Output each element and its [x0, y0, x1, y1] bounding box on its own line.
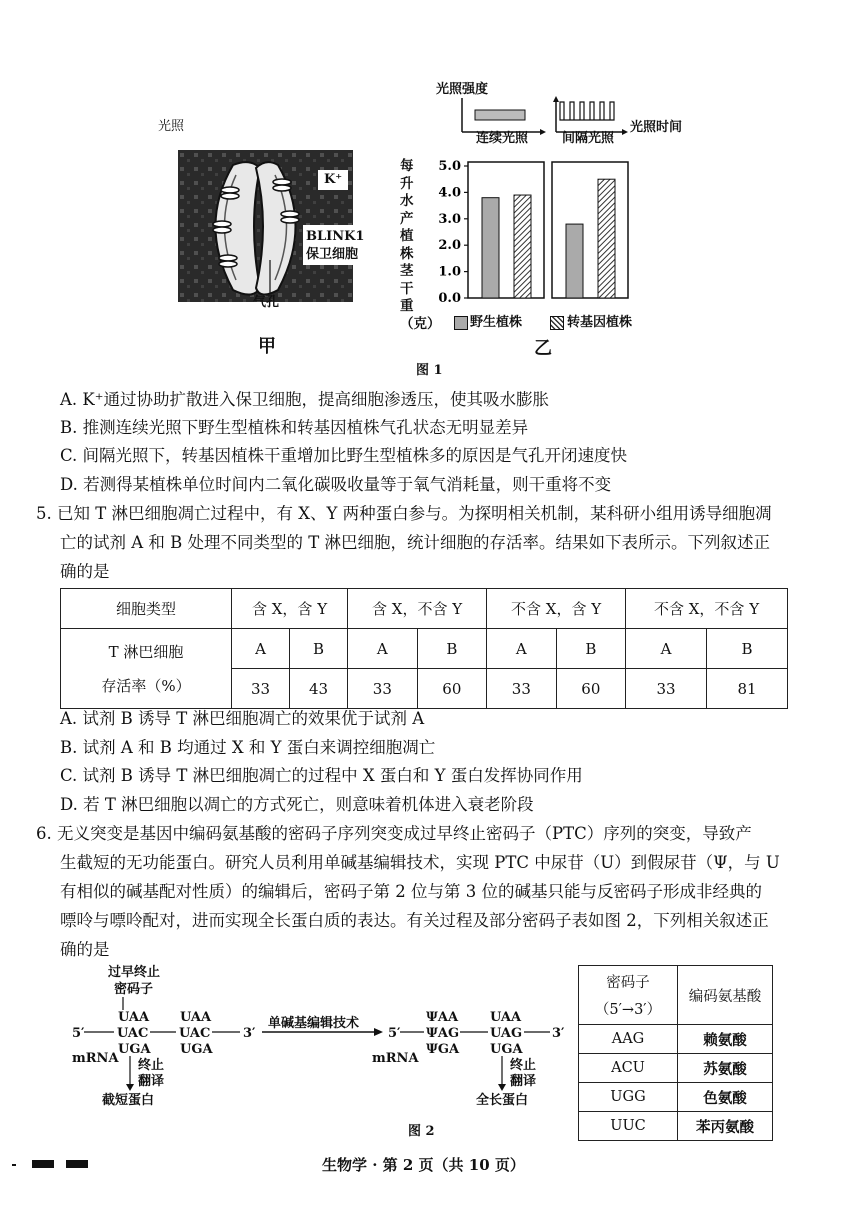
- q6-stem-line1: 6. 无义突变是基因中编码氨基酸的密码子序列突变成过早终止密码子（PTC）序列的突变，导致产: [36, 824, 752, 843]
- codon-header-line1: 密码子: [606, 975, 650, 991]
- codon-right2-top: UAA: [490, 1010, 522, 1025]
- table-row: [579, 1112, 773, 1141]
- q5-reagent: B: [556, 629, 626, 669]
- chart-frame: [552, 162, 628, 298]
- q5-reagent: A: [232, 629, 290, 669]
- chart-y-label: 每升水产植株茎干重（克）: [400, 158, 441, 332]
- ptc-pointer: [118, 997, 128, 1011]
- amino-acid-cell: 赖氨酸: [678, 1025, 773, 1054]
- q5-table-row-label: [61, 629, 232, 709]
- q5-stem-line2: 亡的试剂 A 和 B 处理不同类型的 T 淋巴细胞，统计细胞的存活率。结果如下表所示。下列叙述正: [60, 533, 771, 552]
- light-schedule-inset: [460, 96, 630, 136]
- codon-right2-mid: UAG: [490, 1026, 523, 1041]
- ptc-label-line1: 过早终止: [108, 965, 161, 980]
- y-tick-label: 0.0: [438, 291, 461, 306]
- q5-reagent: A: [487, 629, 557, 669]
- q5-stem-line3: 确的是: [60, 562, 110, 581]
- legend-swatch-transgenic: [550, 316, 564, 330]
- ptc-label-line2: 密码子: [114, 982, 154, 997]
- editing-arrow: [262, 1026, 386, 1038]
- mrna-strand-right: [400, 1025, 560, 1039]
- figure1-caption: 图 1: [416, 363, 443, 378]
- q4-option-b: B. 推测连续光照下野生型植株和转基因植株气孔状态无明显差异: [60, 418, 529, 437]
- q5-stem-line1: 5. 已知 T 淋巴细胞凋亡过程中，有 X、Y 两种蛋白参与。为探明相关机制，某科研小组用诱导细胞凋: [36, 504, 772, 523]
- codon-table-header-aa: 编码氨基酸: [678, 966, 773, 1025]
- q5-reagent: B: [707, 629, 788, 669]
- q5-reagent: A: [626, 629, 707, 669]
- q5-option-d: D. 若 T 淋巴细胞以凋亡的方式死亡，则意味着机体进入衰老阶段: [60, 795, 534, 814]
- footer-mark: [32, 1160, 54, 1168]
- q5-value: 81: [707, 669, 788, 709]
- inset-y-label: 光照强度: [436, 82, 489, 97]
- y-tick-label: 5.0: [438, 159, 461, 174]
- amino-acid-cell: 苯丙氨酸: [678, 1112, 773, 1141]
- five-prime-left: 5′: [72, 1026, 85, 1041]
- translate-arrow-left: [124, 1056, 136, 1092]
- guard-cell-label: 保卫细胞: [306, 247, 359, 262]
- codon-left2-top: UAA: [180, 1010, 212, 1025]
- mrna-label-right: mRNA: [372, 1051, 419, 1066]
- codon-cell: ACU: [579, 1054, 678, 1083]
- q5-value: 33: [487, 669, 557, 709]
- q5-value: 60: [417, 669, 487, 709]
- q5-table-group-1: 含 X，含 Y: [232, 589, 348, 629]
- q5-option-a: A. 试剂 B 诱导 T 淋巴细胞凋亡的效果优于试剂 A: [60, 709, 425, 728]
- codon-table-header-codon: [579, 966, 678, 1025]
- q5-value: 33: [626, 669, 707, 709]
- codon-cell: UUC: [579, 1112, 678, 1141]
- table-row: [579, 1054, 773, 1083]
- legend-swatch-wild: [454, 316, 468, 330]
- codon-cell: UGG: [579, 1083, 678, 1112]
- legend-transgenic-label: 转基因植株: [567, 315, 633, 330]
- translate-arrow-right: [496, 1056, 508, 1092]
- three-prime-right: 3′: [552, 1026, 565, 1041]
- table-row: [579, 1025, 773, 1054]
- full-protein-label: 全长蛋白: [476, 1093, 529, 1108]
- q5-reagent: A: [348, 629, 418, 669]
- amino-acid-cell: 色氨酸: [678, 1083, 773, 1112]
- five-prime-right: 5′: [388, 1026, 401, 1041]
- y-tick-label: 1.0: [438, 264, 461, 280]
- codon-right-top: ΨAA: [426, 1010, 459, 1025]
- q6-stem-line4: 嘌呤与嘌呤配对，进而实现全长蛋白质的表达。有关过程及部分密码子表如图 2，下列相关叙述正: [60, 911, 769, 930]
- three-prime-left: 3′: [243, 1026, 256, 1041]
- inset-continuous-label: 连续光照: [476, 131, 529, 146]
- codon-left-top: UAA: [118, 1010, 150, 1025]
- blink1-label: BLINK1: [306, 229, 365, 244]
- codon-header-line2: （5′→3′）: [594, 1002, 662, 1018]
- q5-option-b: B. 试剂 A 和 B 均通过 X 和 Y 蛋白来调控细胞凋亡: [60, 738, 436, 757]
- truncated-protein-label: 截短蛋白: [102, 1093, 155, 1108]
- stop-label-right: 终止: [510, 1058, 537, 1073]
- legend-wild-label: 野生植株: [470, 315, 523, 330]
- translate-label-right: 翻译: [510, 1074, 537, 1089]
- codon-left2-mid: UAC: [179, 1026, 211, 1041]
- inset-intermittent-label: 间隔光照: [562, 131, 615, 146]
- q5-reagent: B: [417, 629, 487, 669]
- q4-option-c: C. 间隔光照下，转基因植株干重增加比野生型植株多的原因是气孔开闭速度快: [60, 446, 628, 465]
- footer-mark: [12, 1164, 16, 1166]
- stoma-pointer: [250, 258, 290, 298]
- k-ion-label: K⁺: [324, 172, 343, 187]
- footer-mark: [66, 1160, 88, 1168]
- footer-page-number: 生物学 · 第 2 页（共 10 页）: [322, 1156, 525, 1174]
- chart-frame: [468, 162, 544, 298]
- codon-right2-bottom: UGA: [490, 1042, 523, 1057]
- panel-jia-label: 甲: [258, 336, 276, 357]
- codon-cell: AAG: [579, 1025, 678, 1054]
- q6-stem-line5: 确的是: [60, 940, 110, 959]
- q5-table: [60, 588, 788, 709]
- panel-yi-label: 乙: [534, 338, 552, 359]
- q5-value: 43: [290, 669, 348, 709]
- y-tick-label: 4.0: [438, 185, 461, 201]
- bar: [514, 195, 531, 298]
- q5-reagent: B: [290, 629, 348, 669]
- q5-option-c: C. 试剂 B 诱导 T 淋巴细胞凋亡的过程中 X 蛋白和 Y 蛋白发挥协同作用: [60, 766, 583, 785]
- inset-x-label: 光照时间: [630, 120, 683, 135]
- q5-value: 33: [348, 669, 418, 709]
- q5-table-header-type: 细胞类型: [61, 589, 232, 629]
- codon-table: [578, 965, 773, 1141]
- bar: [482, 198, 499, 298]
- table-row: [579, 1083, 773, 1112]
- y-tick-label: 3.0: [438, 211, 461, 227]
- figure2-caption: 图 2: [408, 1124, 435, 1139]
- light-label: 光照: [158, 119, 185, 134]
- codon-right-bottom: ΨGA: [426, 1042, 460, 1057]
- q5-value: 60: [556, 669, 626, 709]
- q5-table-group-3: 不含 X，含 Y: [487, 589, 626, 629]
- mrna-strand-left: [84, 1025, 259, 1039]
- q6-stem-line3: 有相似的碱基配对性质）的编辑后，密码子第 2 位与第 3 位的碱基只能与反密码子形成非经典的: [60, 882, 762, 901]
- bar: [566, 224, 583, 298]
- stop-label-left: 终止: [138, 1058, 165, 1073]
- bar: [598, 179, 615, 298]
- bar-chart: [418, 150, 648, 310]
- q6-stem-line2: 生截短的无功能蛋白。研究人员利用单碱基编辑技术，实现 PTC 中尿苷（U）到假尿苷（Ψ，与 U: [60, 853, 780, 872]
- codon-left-mid: UAC: [117, 1026, 149, 1041]
- q4-option-d: D. 若测得某植株单位时间内二氧化碳吸收量等于氧气消耗量，则干重将不变: [60, 475, 612, 494]
- q5-value: 33: [232, 669, 290, 709]
- stoma-label: 气孔: [253, 295, 280, 310]
- y-tick-label: 2.0: [438, 238, 461, 254]
- codon-right-mid: ΨAG: [426, 1026, 460, 1041]
- codon-left2-bottom: UGA: [180, 1042, 213, 1057]
- editing-arrow-label: 单碱基编辑技术: [268, 1016, 360, 1031]
- q5-table-group-4: 不含 X，不含 Y: [626, 589, 788, 629]
- amino-acid-cell: 苏氨酸: [678, 1054, 773, 1083]
- q5-row-label-line2: 存活率（%）: [101, 676, 191, 695]
- translate-label-left: 翻译: [138, 1074, 165, 1089]
- mrna-label-left: mRNA: [72, 1051, 119, 1066]
- q5-row-label-line1: T 淋巴细胞: [108, 642, 184, 661]
- codon-left-bottom: UGA: [118, 1042, 151, 1057]
- q4-option-a: A. K⁺通过协助扩散进入保卫细胞，提高细胞渗透压，使其吸水膨胀: [60, 390, 549, 409]
- q5-table-group-2: 含 X，不含 Y: [348, 589, 487, 629]
